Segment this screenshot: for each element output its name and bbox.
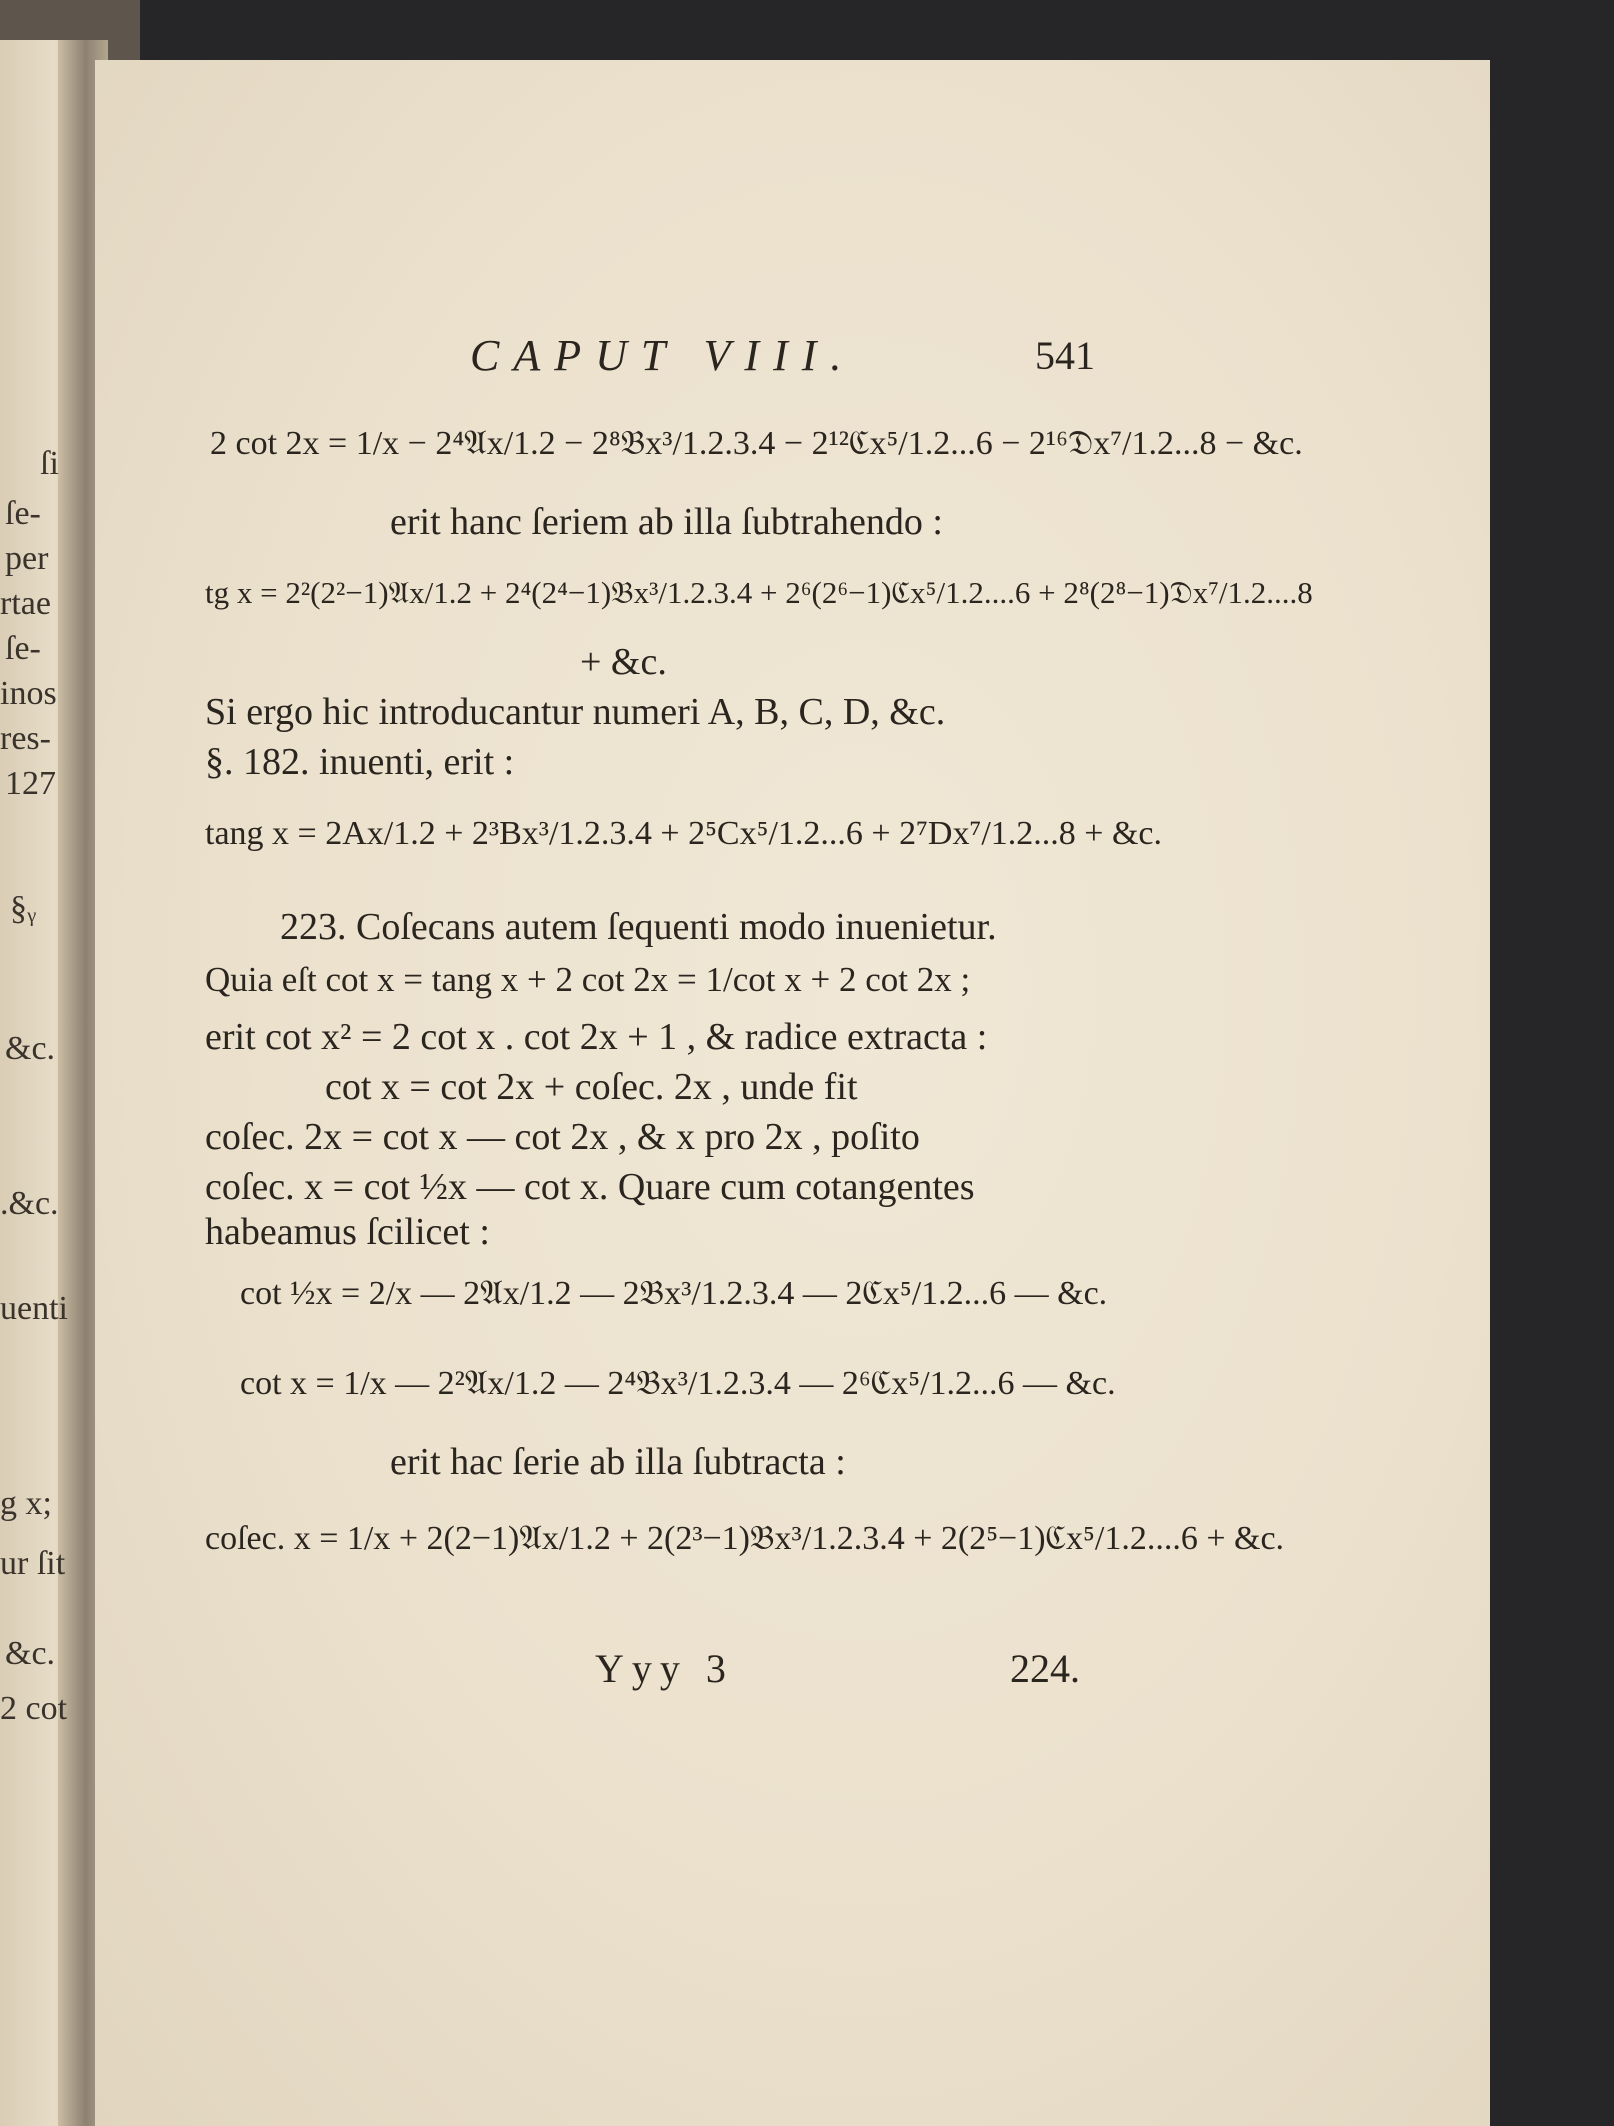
section-223-heading: 223. Coſecans autem ſequenti modo inuenietur. xyxy=(280,906,997,948)
page-number: 541 xyxy=(1035,333,1095,378)
running-head: CAPUT VIII. xyxy=(470,331,856,380)
gutter-fragment: per xyxy=(5,540,49,577)
text-line: §. 182. inuenti, erit : xyxy=(205,741,515,783)
gutter-fragment: ſe- xyxy=(5,495,41,532)
text-line: + &c. xyxy=(580,641,667,683)
gutter-fragment: &c. xyxy=(5,1635,56,1672)
text-line: coſec. 2x = cot x — cot 2x , & x pro 2x , poſito xyxy=(205,1116,920,1158)
text-line: erit hanc ſeriem ab illa ſubtrahendo : xyxy=(390,501,943,543)
gutter-fragment: 2 cot xyxy=(0,1690,68,1727)
gutter-fragment: g x; xyxy=(0,1485,52,1522)
equation-cosec-x: coſec. x = 1/x + 2(2−1)𝔄x/1.2 + 2(2³−1)𝔅x³/1.2.3.4 + 2(2⁵−1)ℭx⁵/1.2....6 + &c. xyxy=(205,1520,1285,1557)
equation-cot-x: cot x = 1/x — 2²𝔄x/1.2 — 2⁴𝔅x³/1.2.3.4 — 2⁶ℭx⁵/1.2...6 — &c. xyxy=(240,1365,1116,1402)
equation-tang-x: tang x = 2Ax/1.2 + 2³Bx³/1.2.3.4 + 2⁵Cx⁵/1.2...6 + 2⁷Dx⁷/1.2...8 + &c. xyxy=(205,815,1162,852)
text-line: coſec. x = cot ½x — cot x. Quare cum cotangentes xyxy=(205,1166,975,1208)
equation-cot-half-x: cot ½x = 2/x — 2𝔄x/1.2 — 2𝔅x³/1.2.3.4 — 2ℭx⁵/1.2...6 — &c. xyxy=(240,1275,1108,1312)
text-line: Quia eſt cot x = tang x + 2 cot 2x = 1/cot x + 2 cot 2x ; xyxy=(205,960,971,999)
text-line: cot x = cot 2x + coſec. 2x , unde fit xyxy=(325,1066,858,1108)
catchword: 224. xyxy=(1010,1646,1080,1691)
gutter-fragment: .&c. xyxy=(0,1185,59,1222)
gutter-fragment: rtae xyxy=(0,585,51,622)
text-line: erit hac ſerie ab illa ſubtracta : xyxy=(390,1441,846,1483)
gutter-fragment: inos xyxy=(0,675,57,712)
gutter-fragment: uenti xyxy=(0,1290,68,1327)
gutter-fragment: &c. xyxy=(5,1030,56,1067)
signature-mark: Yyy 3 xyxy=(595,1646,734,1691)
gutter-fragment: res- xyxy=(0,720,51,757)
gutter-fragment: ſi xyxy=(40,445,59,482)
equation-cot-2x: 2 cot 2x = 1/x − 2⁴𝔄x/1.2 − 2⁸𝔅x³/1.2.3.4 − 2¹²ℭx⁵/1.2...6 − 2¹⁶𝔇x⁷/1.2...8 − &c. xyxy=(210,425,1303,462)
gutter-fragment: §ᵧ xyxy=(10,890,37,927)
text-line: erit cot x² = 2 cot x . cot 2x + 1 , & radice extracta : xyxy=(205,1016,988,1058)
gutter-fragment: 127 xyxy=(5,765,56,802)
text-line: habeamus ſcilicet : xyxy=(205,1211,490,1253)
equation-tg-x: tg x = 2²(2²−1)𝔄x/1.2 + 2⁴(2⁴−1)𝔅x³/1.2.3.4 + 2⁶(2⁶−1)ℭx⁵/1.2....6 + 2⁸(2⁸−1)𝔇x⁷/1.2....8 xyxy=(205,575,1313,610)
gutter-fragment: ur ſit xyxy=(0,1545,66,1582)
gutter-fragment: ſe- xyxy=(5,630,41,667)
text-line: Si ergo hic introducantur numeri A, B, C, D, &c. xyxy=(205,691,946,733)
